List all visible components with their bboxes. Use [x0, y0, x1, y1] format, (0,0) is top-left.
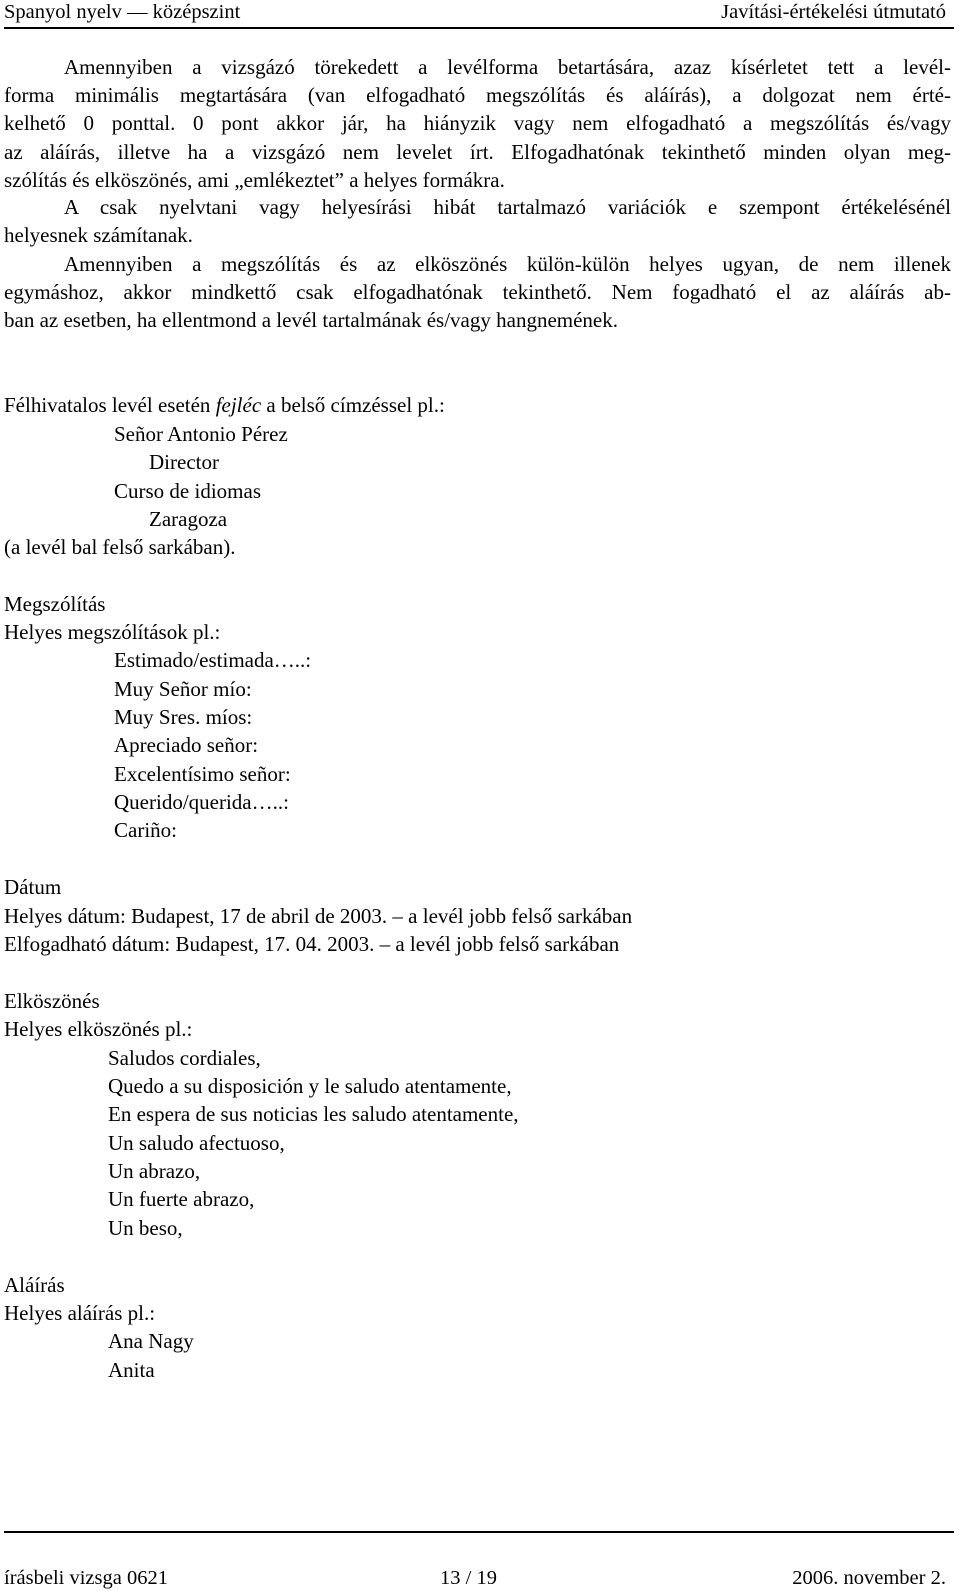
closing-item: En espera de sus noticias les saludo atentamente, — [108, 1102, 519, 1126]
closing-item: Saludos cordiales, — [108, 1046, 261, 1070]
text-line: az aláírás, illetve ha a vizsgázó nem levelet írt. Elfogadhatónak tekinthető minden olyan meg- — [4, 139, 951, 164]
text-line: kelhető 0 ponttal. 0 pont akkor jár, ha hiányzik vagy nem elfogadható a megszólítás és/vagy — [4, 111, 951, 136]
salutation-item: Muy Señor mío: — [114, 677, 252, 701]
heading-lead-after: a belső címzéssel pl.: — [261, 393, 445, 417]
header-left: Spanyol nyelv — középszint — [4, 1, 241, 23]
header-right: Javítási-értékelési útmutató — [721, 1, 946, 23]
intro-paragraph-2-cont — [4, 221, 951, 249]
closing-item: Quedo a su disposición y le saludo atentamente, — [108, 1074, 512, 1098]
text-line: ban az esetben, ha ellentmond a levél tartalmának és/vagy hangnemének. — [4, 308, 618, 333]
date-acceptable: Elfogadható dátum: Budapest, 17. 04. 2003. – a levél jobb felső sarkában — [4, 932, 620, 956]
text-line: egymáshoz, akkor mindkettő csak elfogadhatónak tekinthető. Nem fogadható el az aláírás ab- — [4, 280, 951, 304]
signature-subtitle: Helyes aláírás pl.: — [4, 1301, 156, 1325]
footer-left: írásbeli vizsga 0621 — [4, 1567, 168, 1589]
closing-item: Un beso, — [108, 1216, 183, 1240]
text-line: forma minimális megtartására (van elfogadható megszólítás és aláírás), a dolgozat nem érté- — [4, 83, 951, 107]
salutation-title: Megszólítás — [4, 592, 106, 616]
intro-paragraph-1 — [64, 53, 951, 81]
salutation-item: Cariño: — [114, 818, 177, 842]
address-line-org: Curso de idiomas — [114, 479, 261, 503]
date-title: Dátum — [4, 875, 62, 899]
footer-rule — [4, 1531, 954, 1533]
intro-paragraph-3-cont — [4, 278, 951, 335]
footer-page-number: 13 / 19 — [440, 1567, 497, 1589]
address-line-name: Señor Antonio Pérez — [114, 422, 288, 446]
heading-lead-italic: fejléc — [215, 393, 262, 417]
salutation-item: Querido/querida…..: — [114, 790, 289, 814]
intro-paragraph-3 — [64, 250, 951, 278]
footer-right: 2006. november 2. — [792, 1567, 946, 1589]
intro-paragraph-1-cont — [4, 81, 951, 195]
closing-item: Un abrazo, — [108, 1159, 201, 1183]
text-line: szólítás és elköszönés, ami „emlékeztet” a helyes formákra. — [4, 168, 505, 193]
address-line-title: Director — [149, 450, 219, 474]
text-line: Amennyiben a vizsgázó törekedett a levélforma betartására, azaz kísérletet tett a levél- — [64, 55, 951, 79]
date-correct: Helyes dátum: Budapest, 17 de abril de 2003. – a levél jobb felső sarkában — [4, 904, 633, 928]
signature-title: Aláírás — [4, 1273, 65, 1297]
text-line: A csak nyelvtani vagy helyesírási hibát tartalmazó variációk e szempont értékelésénél — [64, 195, 951, 219]
closing-subtitle: Helyes elköszönés pl.: — [4, 1017, 193, 1041]
closing-item: Un saludo afectuoso, — [108, 1131, 285, 1155]
address-note: (a levél bal felső sarkában). — [4, 535, 236, 559]
text-line: helyesnek számítanak. — [4, 223, 193, 247]
intro-paragraph-2 — [64, 193, 951, 221]
closing-item: Un fuerte abrazo, — [108, 1187, 255, 1211]
heading-lead — [4, 391, 445, 419]
signature-item: Ana Nagy — [108, 1329, 194, 1353]
salutation-item: Estimado/estimada…..: — [114, 648, 312, 672]
text-line: Amennyiben a megszólítás és az elköszönés külön-külön helyes ugyan, de nem illenek — [64, 252, 951, 276]
address-line-city: Zaragoza — [149, 507, 228, 531]
closing-title: Elköszönés — [4, 989, 100, 1013]
salutation-item: Excelentísimo señor: — [114, 762, 291, 786]
salutation-item: Apreciado señor: — [114, 733, 259, 757]
heading-lead-before: Félhivatalos levél esetén — [4, 393, 216, 417]
salutation-item: Muy Sres. míos: — [114, 705, 253, 729]
signature-item: Anita — [108, 1358, 155, 1382]
salutation-subtitle: Helyes megszólítások pl.: — [4, 620, 221, 644]
header-rule — [4, 27, 954, 29]
